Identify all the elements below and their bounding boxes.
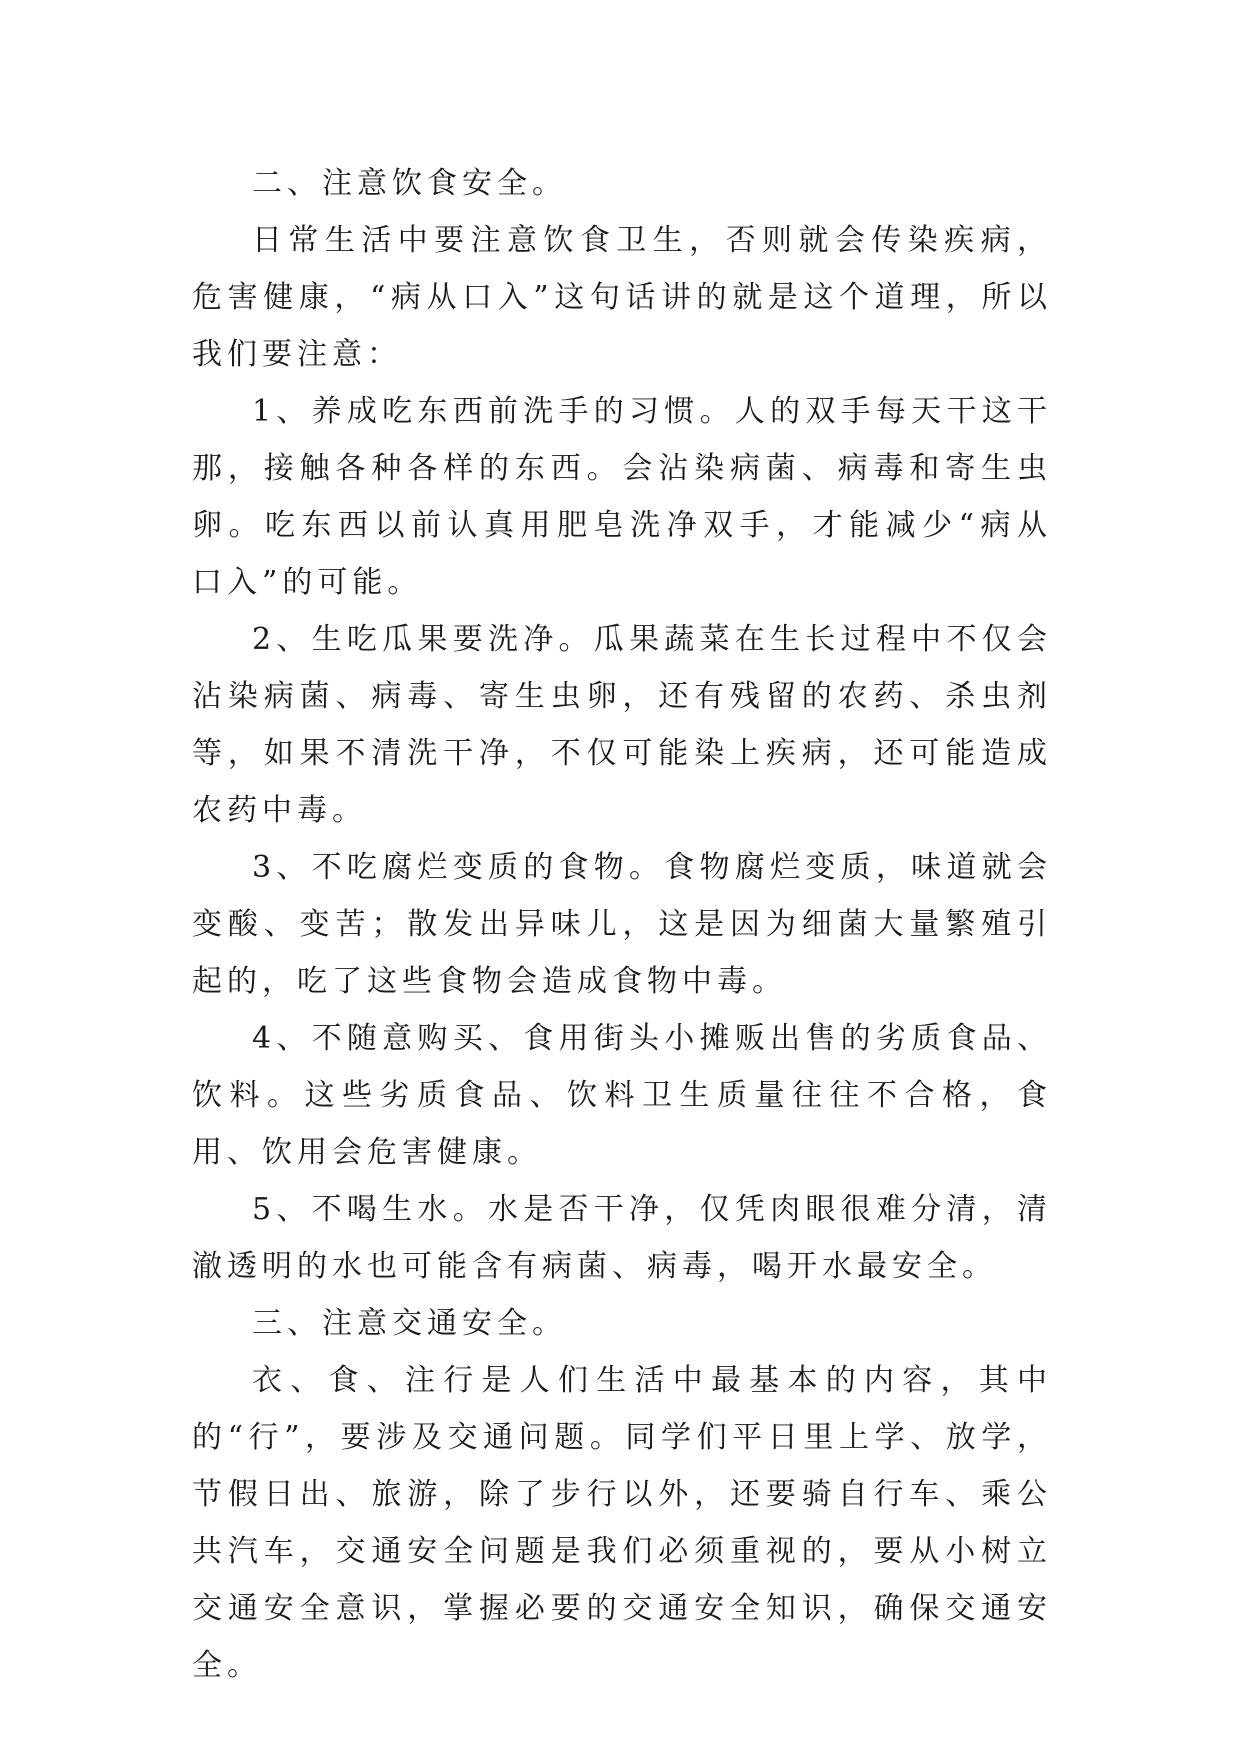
list-item-raw-water: 5、不喝生水。水是否干净，仅凭肉眼很难分清，清澈透明的水也可能含有病菌、病毒，喝开水最安全。	[192, 1192, 1052, 1284]
paragraph-traffic-intro: 衣、食、注行是人们生活中最基本的内容，其中的“行”，要涉及交通问题。同学们平日里上学、放学，节假日出、旅游，除了步行以外，还要骑自行车、乘公共汽车，交通安全问题是我们必须重视的，要从小树立交通安全意识，掌握必要的交通安全知识，确保交通安全。	[192, 1363, 1052, 1683]
section-heading-diet-safety: 二、注意饮食安全。	[252, 166, 567, 201]
list-item-street-vendors: 4、不随意购买、食用街头小摊贩出售的劣质食品、饮料。这些劣质食品、饮料卫生质量往往不合格，食用、饮用会危害健康。	[192, 1021, 1052, 1170]
section-heading-traffic-safety: 三、注意交通安全。	[252, 1306, 567, 1341]
document-body	[192, 155, 1052, 1694]
list-item-wash-fruit: 2、生吃瓜果要洗净。瓜果蔬菜在生长过程中不仅会沾染病菌、病毒、寄生虫卵，还有残留的农药、杀虫剂等，如果不清洗干净，不仅可能染上疾病，还可能造成农药中毒。	[192, 622, 1052, 828]
list-item-wash-hands: 1、养成吃东西前洗手的习惯。人的双手每天干这干那，接触各种各样的东西。会沾染病菌、病毒和寄生虫卵。吃东西以前认真用肥皂洗净双手，才能减少“病从口入”的可能。	[192, 394, 1052, 600]
paragraph-diet-intro: 日常生活中要注意饮食卫生，否则就会传染疾病，危害健康，“病从口入”这句话讲的就是这个道理，所以我们要注意：	[192, 223, 1052, 372]
list-item-spoiled-food: 3、不吃腐烂变质的食物。食物腐烂变质，味道就会变酸、变苦；散发出异味儿，这是因为细菌大量繁殖引起的，吃了这些食物会造成食物中毒。	[192, 850, 1052, 999]
